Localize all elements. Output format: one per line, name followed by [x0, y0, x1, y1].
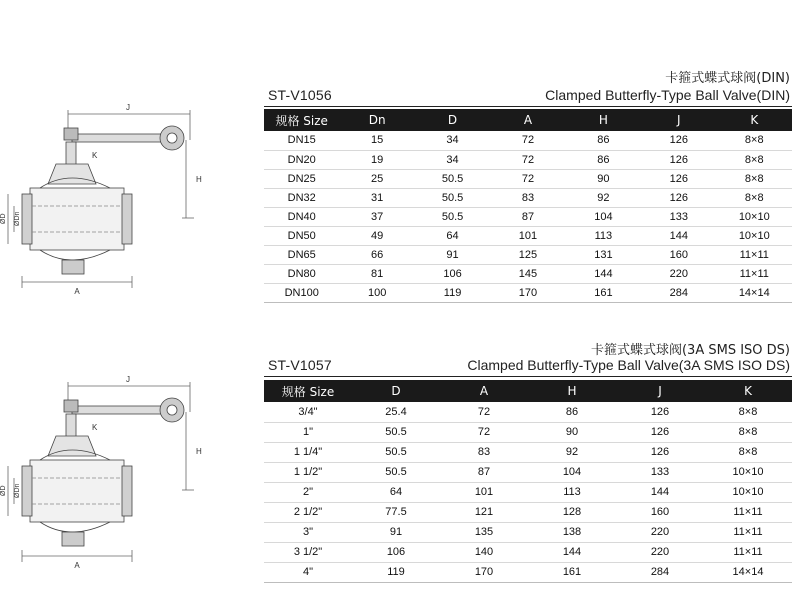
table-cell: DN50: [264, 226, 339, 245]
table-cell: 34: [415, 131, 490, 150]
table-cell: 11×11: [717, 245, 792, 264]
table-cell: 104: [566, 207, 641, 226]
table-cell: 31: [339, 188, 414, 207]
dim-label-odn: ØDn: [14, 483, 21, 498]
table-cell: 10×10: [717, 207, 792, 226]
dim-label-od: ØD: [0, 213, 7, 224]
table-cell: 25: [339, 169, 414, 188]
table-cell: 81: [339, 264, 414, 283]
table-row: [264, 562, 792, 582]
table-header-row: [264, 109, 792, 131]
table-cell: 121: [440, 502, 528, 522]
table-cell: 140: [440, 542, 528, 562]
table-row: [264, 482, 792, 502]
table-row: [264, 502, 792, 522]
table-cell: 11×11: [704, 522, 792, 542]
model-number: ST-V1056: [268, 87, 332, 103]
table-row: [264, 207, 792, 226]
table-cell: DN20: [264, 150, 339, 169]
table-cell: 50.5: [415, 188, 490, 207]
table-cell: 1 1/2": [264, 462, 352, 482]
table-cell: 3/4": [264, 402, 352, 422]
table-cell: 113: [566, 226, 641, 245]
table-cell: 92: [566, 188, 641, 207]
table-row: [264, 402, 792, 422]
table-cell: 4": [264, 562, 352, 582]
table-cell: 3": [264, 522, 352, 542]
table-cell: 1": [264, 422, 352, 442]
table-cell: DN32: [264, 188, 339, 207]
table-cell: 90: [528, 422, 616, 442]
column-header: 规格 Size: [264, 109, 339, 131]
table-cell: 170: [490, 283, 565, 302]
table-row: [264, 264, 792, 283]
table-cell: 11×11: [704, 502, 792, 522]
table-row: [264, 442, 792, 462]
table-cell: 64: [415, 226, 490, 245]
table-cell: 72: [440, 402, 528, 422]
table-cell: 131: [566, 245, 641, 264]
table-cell: 50.5: [415, 169, 490, 188]
table-cell: 10×10: [704, 462, 792, 482]
product-section-st-v1057: [0, 300, 800, 600]
table-cell: 15: [339, 131, 414, 150]
table-cell: 2": [264, 482, 352, 502]
table-cell: 126: [616, 442, 704, 462]
table-cell: 72: [490, 131, 565, 150]
product-title-en: Clamped Butterfly-Type Ball Valve(DIN): [545, 87, 790, 103]
table-cell: 8×8: [704, 442, 792, 462]
table-cell: 10×10: [704, 482, 792, 502]
table-cell: 14×14: [717, 283, 792, 302]
dim-label-h: H: [196, 447, 202, 456]
dim-label-j: J: [126, 375, 130, 384]
table-cell: 19: [339, 150, 414, 169]
table-cell: 119: [415, 283, 490, 302]
table-cell: 144: [566, 264, 641, 283]
table-cell: 125: [490, 245, 565, 264]
table-cell: 8×8: [717, 169, 792, 188]
column-header: A: [440, 380, 528, 402]
table-cell: 220: [641, 264, 716, 283]
table-cell: 87: [490, 207, 565, 226]
table-cell: 50.5: [352, 442, 440, 462]
table-cell: 64: [352, 482, 440, 502]
table-cell: 119: [352, 562, 440, 582]
table-cell: 126: [641, 169, 716, 188]
table-cell: 100: [339, 283, 414, 302]
dim-label-a: A: [74, 287, 80, 296]
table-row: [264, 169, 792, 188]
table-cell: 133: [641, 207, 716, 226]
valve-drawing-st-v1056: [0, 88, 260, 300]
table-row: [264, 150, 792, 169]
table-cell: 145: [490, 264, 565, 283]
table-cell: 11×11: [717, 264, 792, 283]
table-cell: DN100: [264, 283, 339, 302]
column-header: K: [717, 109, 792, 131]
table-cell: 126: [616, 422, 704, 442]
table-cell: 126: [641, 131, 716, 150]
table-cell: 14×14: [704, 562, 792, 582]
table-cell: 104: [528, 462, 616, 482]
table-cell: 144: [528, 542, 616, 562]
table-cell: 284: [641, 283, 716, 302]
dim-label-od: ØD: [0, 485, 7, 496]
table-row: [264, 522, 792, 542]
column-header: H: [566, 109, 641, 131]
table-cell: DN15: [264, 131, 339, 150]
table-cell: 220: [616, 542, 704, 562]
table-cell: 101: [490, 226, 565, 245]
table-cell: 92: [528, 442, 616, 462]
table-cell: DN40: [264, 207, 339, 226]
dim-label-k: K: [92, 151, 98, 160]
table-cell: 128: [528, 502, 616, 522]
table-row: [264, 542, 792, 562]
table-cell: 161: [528, 562, 616, 582]
table-cell: 86: [566, 131, 641, 150]
column-header: A: [490, 109, 565, 131]
dim-label-j: J: [126, 103, 130, 112]
table-cell: 72: [490, 150, 565, 169]
table-header-row: [264, 380, 792, 402]
table-cell: 284: [616, 562, 704, 582]
product-title-en: Clamped Butterfly-Type Ball Valve(3A SMS ISO DS): [467, 357, 790, 373]
table-cell: 86: [528, 402, 616, 422]
table-cell: 160: [641, 245, 716, 264]
table-cell: 106: [415, 264, 490, 283]
column-header: 规格 Size: [264, 380, 352, 402]
table-cell: 160: [616, 502, 704, 522]
dim-label-h: H: [196, 175, 202, 184]
product-title-cn: 卡箍式蝶式球阀(3A SMS ISO DS): [590, 343, 790, 358]
table-cell: 144: [616, 482, 704, 502]
table-cell: DN25: [264, 169, 339, 188]
column-header: D: [352, 380, 440, 402]
column-header: H: [528, 380, 616, 402]
table-cell: 144: [641, 226, 716, 245]
model-number: ST-V1057: [268, 357, 332, 373]
table-cell: 91: [415, 245, 490, 264]
table-cell: 126: [641, 188, 716, 207]
table-cell: 8×8: [704, 422, 792, 442]
table-cell: 83: [440, 442, 528, 462]
dim-label-a: A: [74, 561, 80, 570]
table-cell: DN65: [264, 245, 339, 264]
column-header: J: [616, 380, 704, 402]
table-cell: 25.4: [352, 402, 440, 422]
table-cell: 3 1/2": [264, 542, 352, 562]
table-row: [264, 462, 792, 482]
table-cell: 90: [566, 169, 641, 188]
table-cell: 2 1/2": [264, 502, 352, 522]
table-cell: 126: [641, 150, 716, 169]
table-cell: 34: [415, 150, 490, 169]
table-cell: 113: [528, 482, 616, 502]
table-cell: 8×8: [717, 188, 792, 207]
table-row: [264, 188, 792, 207]
column-header: K: [704, 380, 792, 402]
dim-label-k: K: [92, 423, 98, 432]
table-cell: 72: [440, 422, 528, 442]
table-cell: 1 1/4": [264, 442, 352, 462]
spec-table-st-v1057: [264, 380, 792, 583]
table-cell: 11×11: [704, 542, 792, 562]
table-cell: 10×10: [717, 226, 792, 245]
table-row: [264, 131, 792, 150]
table-cell: 87: [440, 462, 528, 482]
table-cell: 37: [339, 207, 414, 226]
table-cell: 72: [490, 169, 565, 188]
dim-label-odn: ØDn: [14, 211, 21, 226]
table-cell: 126: [616, 402, 704, 422]
table-cell: 161: [566, 283, 641, 302]
table-cell: 49: [339, 226, 414, 245]
table-cell: 86: [566, 150, 641, 169]
table-cell: 91: [352, 522, 440, 542]
table-row: [264, 245, 792, 264]
table-cell: 50.5: [415, 207, 490, 226]
table-cell: 8×8: [717, 131, 792, 150]
column-header: D: [415, 109, 490, 131]
table-cell: 50.5: [352, 422, 440, 442]
column-header: J: [641, 109, 716, 131]
table-cell: 83: [490, 188, 565, 207]
table-row: [264, 422, 792, 442]
valve-drawing-st-v1057: [0, 364, 260, 576]
title-divider: [264, 106, 792, 107]
column-header: Dn: [339, 109, 414, 131]
table-row: [264, 226, 792, 245]
table-cell: 101: [440, 482, 528, 502]
table-cell: 170: [440, 562, 528, 582]
table-cell: 77.5: [352, 502, 440, 522]
table-cell: 135: [440, 522, 528, 542]
table-cell: 220: [616, 522, 704, 542]
table-cell: 106: [352, 542, 440, 562]
table-cell: 138: [528, 522, 616, 542]
spec-table-st-v1056: [264, 109, 792, 303]
product-title-cn: 卡箍式蝶式球阀(DIN): [665, 71, 790, 86]
table-cell: DN80: [264, 264, 339, 283]
table-cell: 50.5: [352, 462, 440, 482]
table-cell: 8×8: [717, 150, 792, 169]
table-cell: 8×8: [704, 402, 792, 422]
table-cell: 66: [339, 245, 414, 264]
table-cell: 133: [616, 462, 704, 482]
title-divider: [264, 376, 792, 377]
